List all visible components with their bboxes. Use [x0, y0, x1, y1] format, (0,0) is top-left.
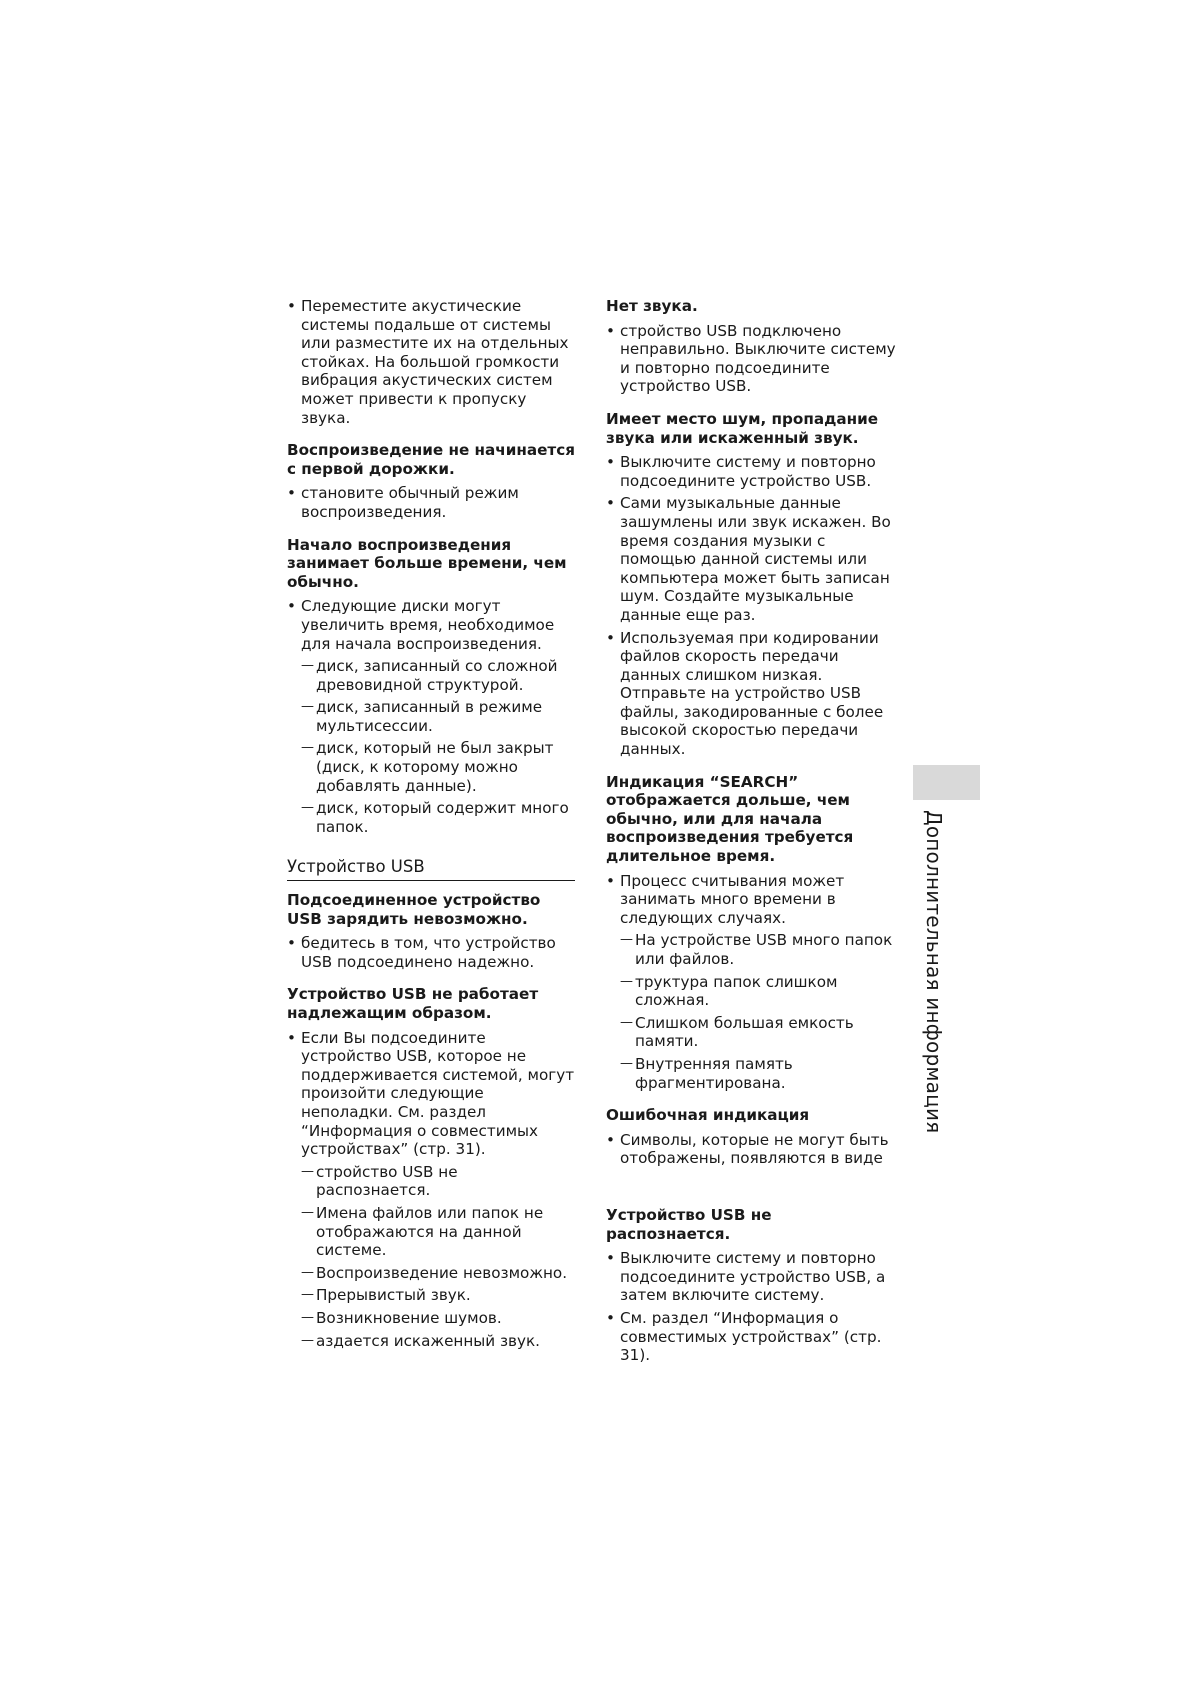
list-item: • Если Вы подсоедините устройство USB, которое не поддерживается системой, могут произойти следующие неполадки. См. раздел “Информация о совместимых устройствах” (стр. 31).	[287, 1029, 575, 1159]
list-item: • становите обычный режим воспроизведения.	[287, 484, 575, 521]
question-heading: Подсоединенное устройство USB зарядить невозможно.	[287, 891, 541, 928]
dash-item: — На устройстве USB много папок или файлов.	[606, 931, 901, 968]
dash-item: — стройство USB не распознается.	[287, 1163, 575, 1200]
question-heading: Устройство USB не работает надлежащим образом.	[287, 985, 539, 1022]
question-heading: Воспроизведение не начинается с первой дорожки.	[287, 441, 575, 478]
dash-item: — Внутренняя память фрагментирована.	[606, 1055, 901, 1092]
list-item: • Выключите систему и повторно подсоедините устройство USB, а затем включите систему.	[606, 1249, 901, 1305]
list-item: • Переместите акустические системы подальше от системы или разместите их на отдельных стойках. На большой громкости вибрация акустических систем может привести к пропуску звука.	[287, 297, 575, 427]
list-item: • Символы, которые не могут быть отображены, появляются в виде	[606, 1131, 901, 1168]
list-item: • Сами музыкальные данные зашумлены или звук искажен. Во время создания музыки с помощью данной системы или компьютера может быть записан шум. Создайте музыкальные данные еще раз.	[606, 494, 901, 624]
dash-item: — труктура папок слишком сложная.	[606, 973, 901, 1010]
dash-item: — Прерывистый звук.	[287, 1286, 575, 1305]
dash-item: — Воспроизведение невозможно.	[287, 1264, 575, 1283]
question-heading: Нет звука.	[606, 297, 698, 315]
list-item: • Выключите систему и повторно подсоедините устройство USB.	[606, 453, 901, 490]
question-heading: Имеет место шум, пропадание звука или искаженный звук.	[606, 409, 879, 447]
dash-item: — диск, записанный со сложной древовидной структурой.	[287, 657, 575, 694]
question-heading: Начало воспроизведения занимает больше времени, чем обычно.	[287, 535, 567, 591]
dash-item: — Имена файлов или папок не отображаются на данной системе.	[287, 1204, 575, 1260]
list-item: • Используемая при кодировании файлов скорость передачи данных слишком низкая. Отправьте на устройство USB файлы, закодированные с более высокой скоростью передачи данных.	[606, 629, 901, 759]
question-heading: Устройство USB не распознается.	[606, 1205, 772, 1243]
question-heading: Индикация “SEARCH” отображается дольше, чем обычно, или для начала воспроизведения требуется длительное время.	[606, 772, 854, 866]
question-heading: Ошибочная индикация	[606, 1106, 810, 1125]
side-section-label: Дополнительная информация	[922, 810, 946, 1134]
dash-item: — Слишком большая емкость памяти.	[606, 1014, 901, 1051]
dash-item: — диск, который содержит много папок.	[287, 799, 575, 836]
dash-item: — Возникновение шумов.	[287, 1309, 575, 1328]
left-column	[287, 297, 575, 1354]
section-title: Устройство USB	[287, 858, 575, 881]
section-tab	[913, 765, 980, 800]
dash-item: — диск, записанный в режиме мультисессии.	[287, 698, 575, 735]
dash-item: — аздается искаженный звук.	[287, 1332, 575, 1351]
dash-item: — диск, который не был закрыт (диск, к которому можно добавлять данные).	[287, 739, 575, 795]
list-item: • Процесс считывания может занимать много времени в следующих случаях.	[606, 872, 901, 928]
list-item: • стройство USB подключено неправильно. Выключите систему и повторно подсоедините устройство USB.	[606, 322, 901, 396]
list-item: • Следующие диски могут увеличить время, необходимое для начала воспроизведения.	[287, 597, 575, 653]
right-column	[606, 297, 901, 1369]
list-item: • См. раздел “Информация о совместимых устройствах” (стр. 31).	[606, 1309, 901, 1365]
list-item: • бедитесь в том, что устройство USB подсоединено надежно.	[287, 934, 575, 971]
